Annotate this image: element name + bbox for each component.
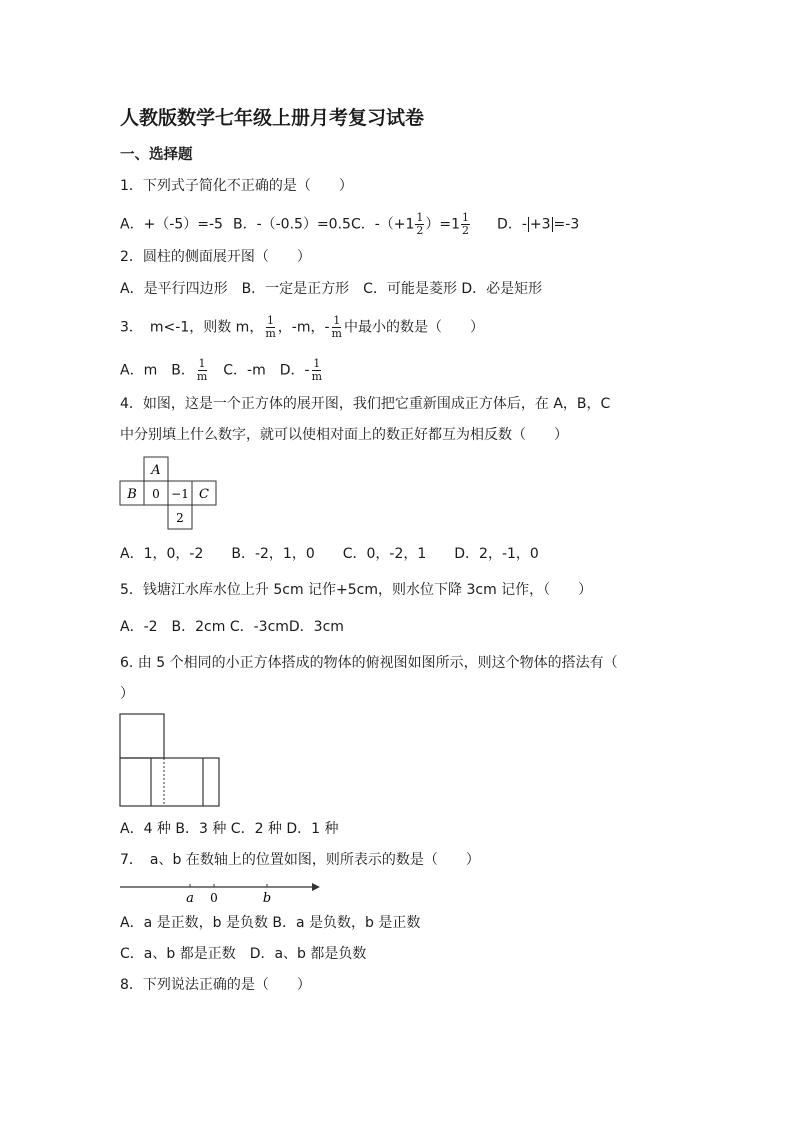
question-5-options: A．-2 B．2cm C．-3cmD．3cm <box>120 619 344 635</box>
question-5-stem: 5．钱塘江水库水位上升 5cm 记作+5cm，则水位下降 3cm 记作，（ ） <box>120 582 593 598</box>
question-4-line-1: 4．如图，这是一个正方体的展开图，我们把它重新围成正方体后，在 A，B，C <box>120 396 611 412</box>
question-4-options: A．1，0，-2 B．-2，1，0 C．0，-2，1 D．2，-1，0 <box>120 546 539 562</box>
net-label-c: C <box>199 487 209 502</box>
arrow-right-icon <box>312 883 320 891</box>
question-4-line-2: 中分别填上什么数字，就可以使相对面上的数正好都互为相反数（ ） <box>120 427 568 443</box>
q3-option-b-fraction: $\frac{1}{m}$ <box>196 357 208 383</box>
net-label-a: A <box>151 463 161 478</box>
q3-fraction-2: $\frac{1}{m}$ <box>331 314 342 340</box>
question-2-stem: 2．圆柱的侧面展开图（ ） <box>120 249 311 265</box>
abs-bar-left <box>528 217 529 232</box>
q1-fraction-half: $\frac{1}{2}$ <box>416 211 424 237</box>
net-label-two: 2 <box>176 511 184 525</box>
q3-stem-pre: 3． m<-1，则数 m， <box>120 319 264 336</box>
top-view-figure <box>118 712 222 810</box>
question-3-options <box>120 358 324 383</box>
question-1-stem: 1．下列式子简化不正确的是（ ） <box>120 178 353 194</box>
page-title: 人教版数学七年级上册月考复习试卷 <box>120 107 425 129</box>
q1-option-c-pre: C．-（+1 <box>350 216 415 233</box>
q1-option-b: B．-（-0.5）=0.5 <box>232 216 351 233</box>
question-7-options-2: C．a、b 都是正数 D．a、b 都是负数 <box>120 946 367 962</box>
q1-fraction-half-2: $\frac{1}{2}$ <box>462 211 470 237</box>
question-7-options-1: A．a 是正数，b 是负数 B．a 是负数，b 是正数 <box>120 915 421 931</box>
question-6-options: A．4 种 B．3 种 C．2 种 D．1 种 <box>120 821 339 837</box>
axis-label-zero: 0 <box>210 891 218 905</box>
question-1-options <box>120 212 579 237</box>
cube-net-figure <box>118 455 218 531</box>
q3-option-d-fraction: $\frac{1}{m}$ <box>311 357 322 383</box>
section-heading: 一、选择题 <box>120 147 193 163</box>
q3-option-ab: A．m B． <box>120 362 195 379</box>
top-view-upper-square <box>120 714 164 758</box>
q1-option-d-post: =-3 <box>553 216 580 233</box>
q3-option-cd: C．-m D．- <box>209 362 310 379</box>
question-3-stem <box>120 315 484 340</box>
question-7-stem: 7． a、b 在数轴上的位置如图，则所表示的数是（ ） <box>120 852 480 868</box>
q1-option-c-mid: ）=1 <box>425 216 461 233</box>
net-label-zero: 0 <box>152 487 160 501</box>
abs-bar-right <box>552 217 553 232</box>
axis-label-a: a <box>186 891 194 906</box>
q1-option-a: A．+（-5）=-5 <box>120 216 223 233</box>
net-label-b: B <box>127 487 137 502</box>
question-2-options: A．是平行四边形 B．一定是正方形 C．可能是菱形 D．必是矩形 <box>120 281 543 297</box>
axis-label-b: b <box>262 891 272 906</box>
top-view-bottom-row <box>120 758 219 806</box>
q3-fraction: $\frac{1}{m}$ <box>265 314 276 340</box>
question-8-stem: 8．下列说法正确的是（ ） <box>120 977 311 993</box>
q3-stem-mid: ，-m，- <box>277 319 330 336</box>
q1-option-d-in: +3 <box>529 216 551 233</box>
q1-option-d-pre: D．- <box>497 216 527 233</box>
question-6-line-2: ） <box>120 686 134 702</box>
question-6-line-1: 6. 由 5 个相同的小正方体搭成的物体的俯视图如图所示，则这个物体的搭法有（ <box>120 655 618 671</box>
q3-stem-post: 中最小的数是（ ） <box>343 319 484 336</box>
number-line-figure <box>118 876 324 906</box>
net-label-neg1: −1 <box>171 487 189 501</box>
